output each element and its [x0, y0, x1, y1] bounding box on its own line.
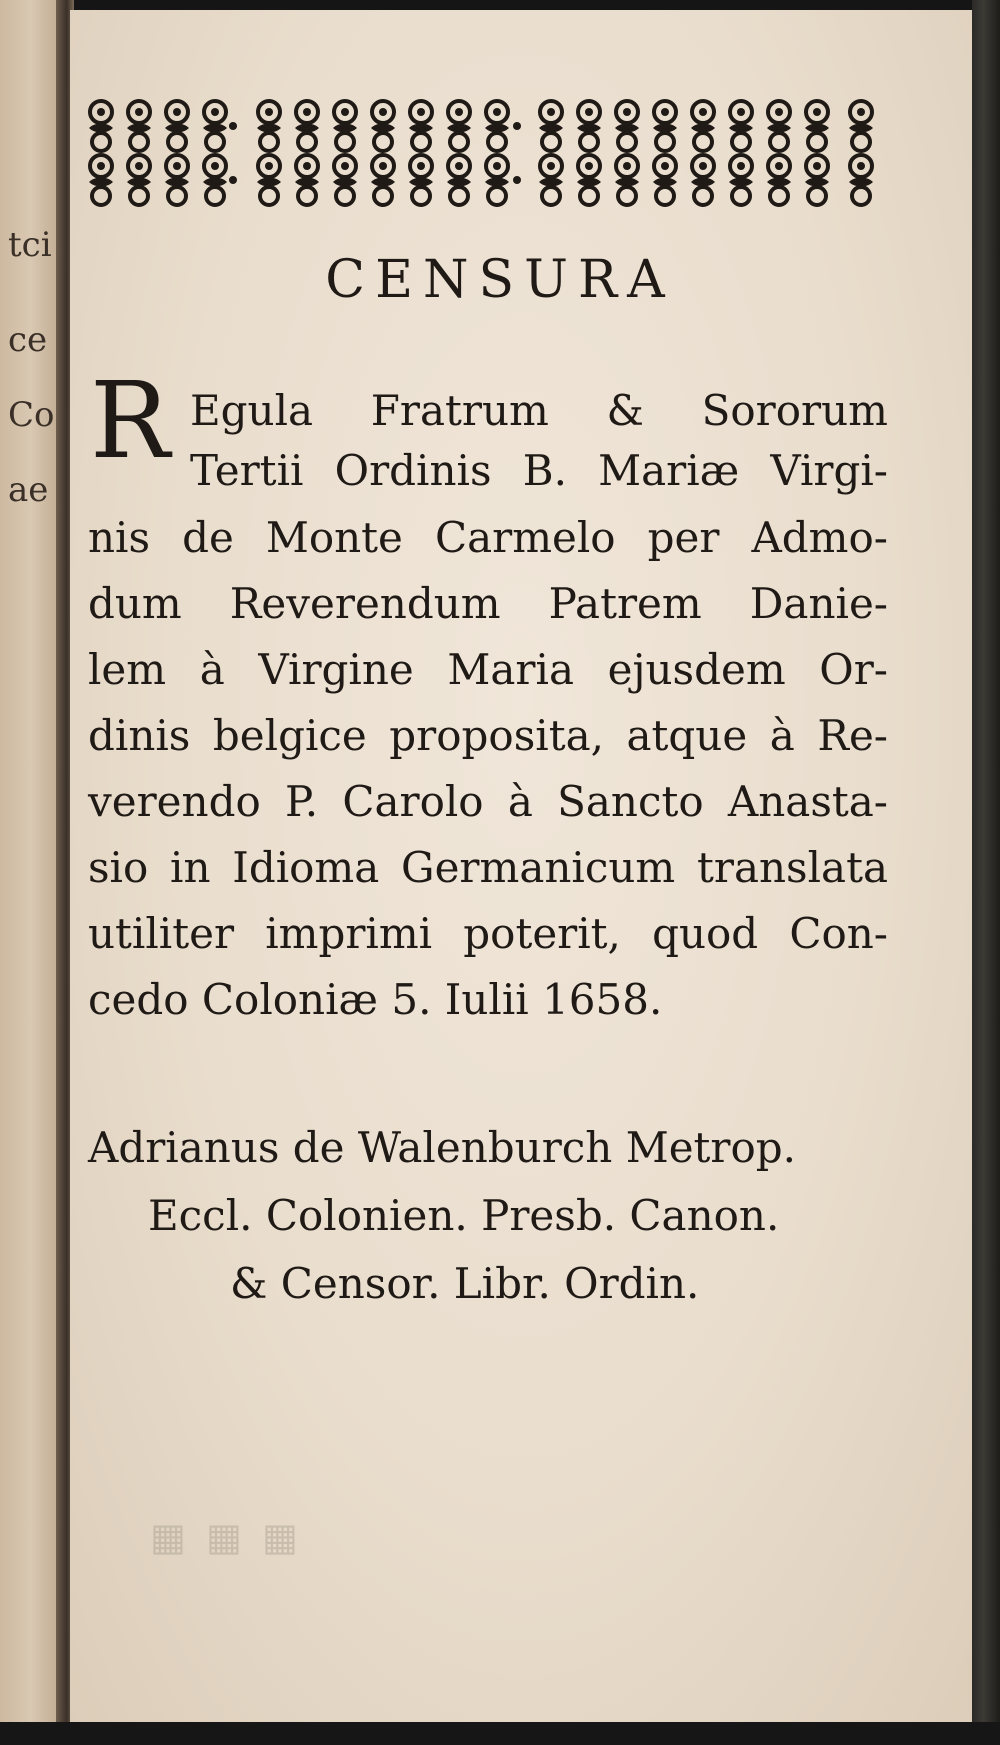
- text-line: sio in Idioma Germanicum translata: [88, 843, 888, 892]
- page-title: CENSURA: [325, 250, 675, 310]
- left-page-text-fragment: tci: [8, 225, 52, 265]
- drop-cap: R: [90, 359, 170, 482]
- ornamental-header-band: [85, 96, 890, 210]
- text-line: dum Reverendum Patrem Danie-: [88, 579, 888, 628]
- text-line: utiliter imprimi poterit, quod Con-: [88, 909, 888, 958]
- signature-line-name: Adrianus de Walenburch Metrop.: [88, 1123, 797, 1172]
- text-line: Tertii Ordinis B. Mariæ Virgi-: [190, 446, 888, 495]
- text-line: verendo P. Carolo à Sancto Anasta-: [88, 777, 888, 826]
- signature-line-title: Eccl. Colonien. Presb. Canon.: [148, 1191, 780, 1240]
- text-line: nis de Monte Carmelo per Admo-: [88, 513, 888, 562]
- text-line: lem à Virgine Maria ejusdem Or-: [88, 645, 888, 694]
- faded-library-stamp: ▦ ▦ ▦: [150, 1515, 302, 1559]
- page-edge-shadow: [972, 0, 1000, 1745]
- signature-line-office: & Censor. Libr. Ordin.: [230, 1259, 700, 1308]
- bottom-edge-shadow: [0, 1722, 1000, 1745]
- left-page-text-fragment: ae: [8, 470, 49, 510]
- text-line: cedo Coloniæ 5. Iulii 1658.: [88, 975, 663, 1024]
- text-line: Egula Fratrum & Sororum: [190, 386, 888, 435]
- left-page-text-fragment: Co: [8, 395, 55, 435]
- text-line: dinis belgice proposita, atque à Re-: [88, 711, 888, 760]
- left-page-text-fragment: ce: [8, 320, 48, 360]
